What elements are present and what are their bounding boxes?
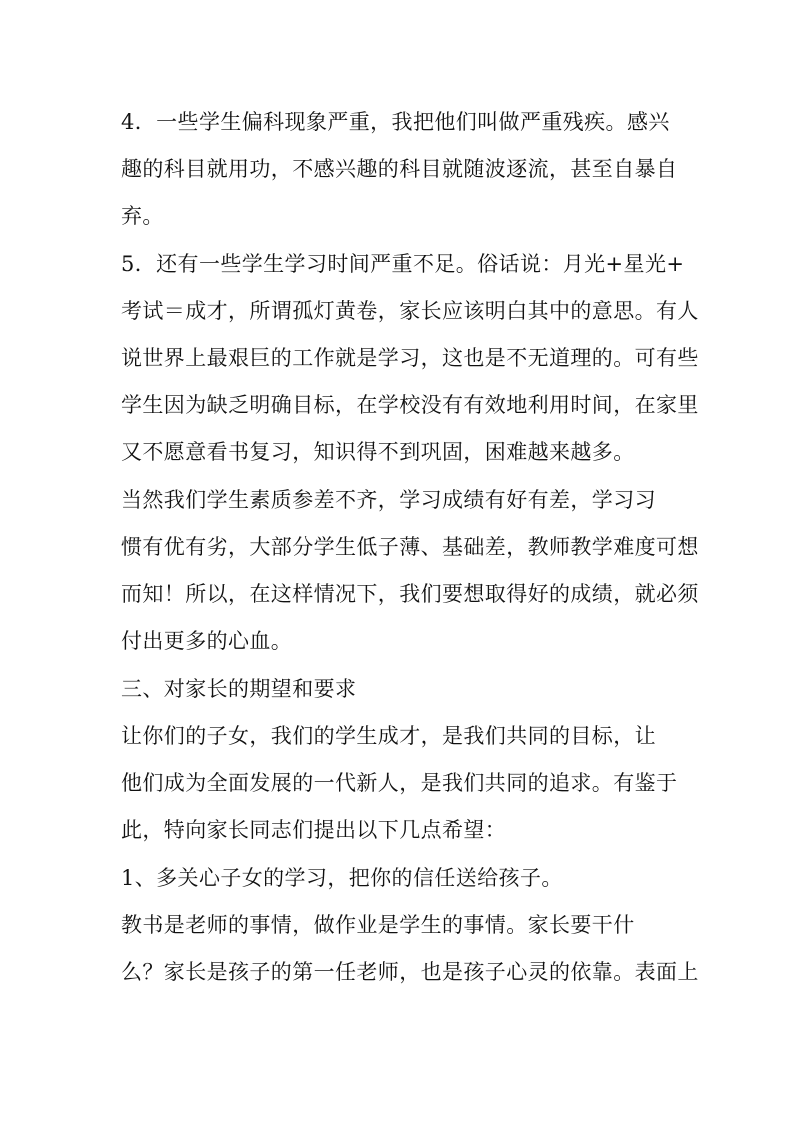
paragraph-4-line-2: 趣的科目就用功，不感兴趣的科目就随波逐流，甚至自暴自	[121, 157, 678, 181]
paragraph-list-1-line-1: 教书是老师的事情，做作业是学生的事情。家长要干什	[121, 913, 635, 937]
paragraph-parents-line-2: 他们成为全面发展的一代新人，是我们共同的追求。有鉴于	[121, 771, 678, 795]
paragraph-4-line-1: 4．一些学生偏科现象严重，我把他们叫做严重残疾。感兴	[121, 110, 670, 134]
paragraph-parents-line-1: 让你们的子女，我们的学生成才，是我们共同的目标，让	[121, 724, 656, 748]
section-heading-3: 三、对家长的期望和要求	[121, 677, 357, 701]
paragraph-4-line-3: 弃。	[121, 204, 164, 228]
paragraph-5-line-3: 说世界上最艰巨的工作就是学习，这也是不无道理的。可有些	[121, 346, 699, 370]
paragraph-summary-line-3: 而知！所以，在这样情况下，我们要想取得好的成绩，就必须	[121, 582, 699, 606]
paragraph-5-line-5: 又不愿意看书复习，知识得不到巩固，困难越来越多。	[121, 440, 635, 464]
paragraph-5-line-1: 5．还有一些学生学习时间严重不足。俗话说：月光+星光+	[121, 252, 685, 276]
paragraph-list-1-line-2: 么？家长是孩子的第一任老师，也是孩子心灵的依靠。表面上	[121, 960, 699, 984]
paragraph-5-line-4: 学生因为缺乏明确目标，在学校没有有效地利用时间，在家里	[121, 393, 699, 417]
paragraph-5-line-2: 考试＝成才，所谓孤灯黄卷，家长应该明白其中的意思。有人	[121, 299, 699, 323]
paragraph-summary-line-2: 惯有优有劣，大部分学生低子薄、基础差，教师教学难度可想	[121, 535, 699, 559]
paragraph-summary-line-1: 当然我们学生素质参差不齐，学习成绩有好有差，学习习	[121, 488, 656, 512]
list-item-1-heading: 1、多关心子女的学习，把你的信任送给孩子。	[121, 866, 563, 890]
paragraph-parents-line-3: 此，特向家长同志们提出以下几点希望：	[121, 818, 507, 842]
paragraph-summary-line-4: 付出更多的心血。	[121, 629, 293, 653]
